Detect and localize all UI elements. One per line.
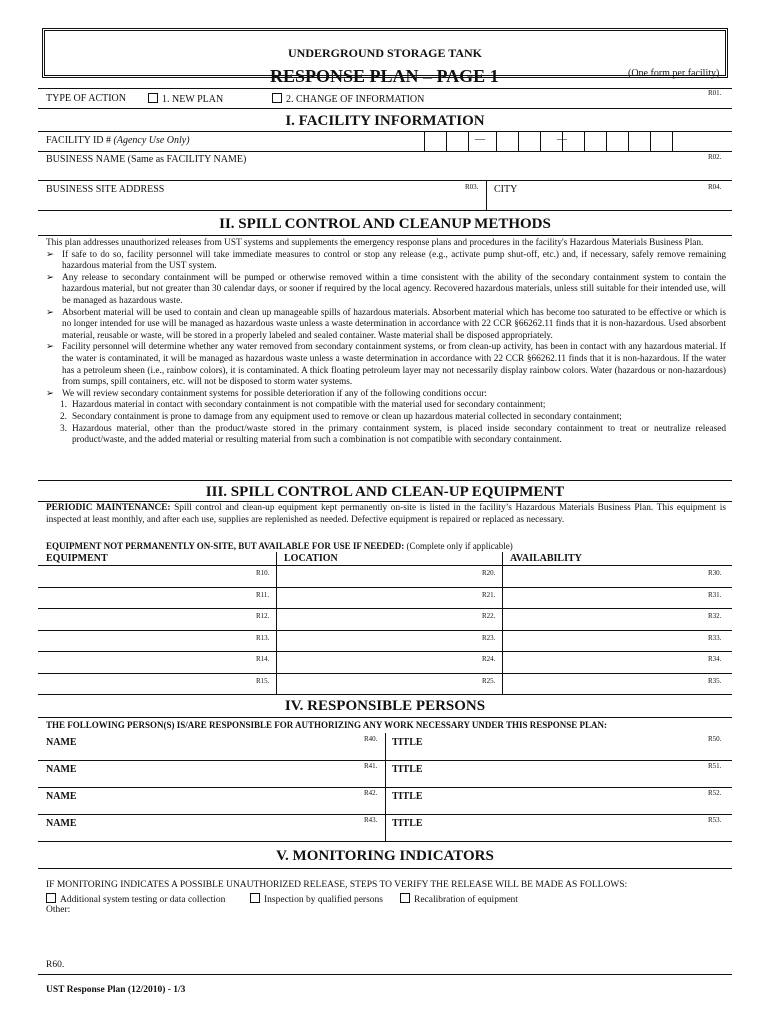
arrow-bullet-icon: ➢	[46, 249, 54, 260]
change-info-label: 2. CHANGE OF INFORMATION	[286, 94, 425, 105]
field-code: R24.	[482, 655, 496, 663]
divider	[38, 88, 732, 89]
section-1-title: I. FACILITY INFORMATION	[285, 113, 485, 129]
section-2-title: II. SPILL CONTROL AND CLEANUP METHODS	[219, 216, 551, 232]
new-plan-label: 1. NEW PLAN	[162, 94, 224, 105]
footer-text: UST Response Plan (12/2010) - 1/3	[46, 985, 186, 995]
table-row[interactable]	[38, 565, 732, 587]
field-code: R23.	[482, 633, 496, 642]
field-code: R12.	[256, 612, 270, 620]
field-code: R53.	[708, 816, 722, 824]
col-equipment: EQUIPMENT	[46, 553, 108, 564]
monitoring-intro: IF MONITORING INDICATES A POSSIBLE UNAUTHORIZED RELEASE, STEPS TO VERIFY THE RELEASE WILL BE MADE AS FOLLOWS:	[46, 880, 628, 890]
name-field[interactable]	[38, 787, 385, 814]
field-code: R14.	[256, 655, 270, 663]
facility-id-note: (Agency Use Only)	[113, 135, 190, 146]
new-plan-checkbox[interactable]	[148, 93, 158, 103]
additional-testing-checkbox[interactable]	[46, 893, 56, 903]
numbered-item: 1. Hazardous material in contact with secondary containment is not compatible with the material used for secondary containment;	[60, 400, 546, 411]
section-5-title: V. MONITORING INDICATORS	[276, 848, 494, 864]
section-2-text	[46, 238, 726, 447]
section-2-intro: This plan addresses unauthorized releases from UST systems and supplements the emergency response plans and procedures in the facility's Hazardous Materials Business Plan.	[46, 238, 704, 248]
divider	[38, 108, 732, 109]
recalibration-checkbox[interactable]	[400, 893, 410, 903]
field-code: R40.	[364, 735, 378, 743]
site-address-field[interactable]	[38, 180, 486, 210]
divider	[38, 210, 732, 211]
name-field[interactable]	[38, 760, 385, 787]
facility-id-label: FACILITY ID # (Agency Use Only)	[46, 135, 190, 146]
name-label: NAME	[46, 737, 77, 748]
name-label: NAME	[46, 764, 77, 775]
new-plan-option[interactable]	[148, 93, 223, 105]
field-code: R50.	[708, 735, 722, 743]
field-code-r02: R02.	[708, 153, 722, 161]
section-3-title: III. SPILL CONTROL AND CLEAN-UP EQUIPMENT	[205, 484, 565, 500]
field-code-r60: R60.	[46, 960, 65, 970]
city-field[interactable]	[487, 180, 732, 210]
divider	[38, 480, 732, 481]
list-item: ➢ Absorbent material will be used to contain and clean up manageable spills of hazardous materials. Absorbent material which has become too saturated to be effective or which is no longer intended for use will be managed as hazardous waste unless a waste determination in accordance with 22 CCR §66262.11 finds that it is non-hazardous. Used absorbent material, reusable or waste, will be stored in a properly labeled and sealed container. Waste material shall be disposed appropriately.	[46, 307, 726, 341]
field-code: R25.	[482, 676, 496, 685]
field-code: R32.	[708, 612, 722, 620]
field-code: R34.	[708, 655, 722, 663]
facility-id-box[interactable]	[606, 131, 629, 151]
name-label: NAME	[46, 818, 77, 829]
field-code-r03: R03.	[465, 183, 479, 191]
inspection-option[interactable]: Inspection by qualified persons	[250, 893, 383, 905]
title-field[interactable]	[386, 814, 732, 841]
facility-id-box[interactable]	[672, 131, 695, 151]
facility-id-box[interactable]	[496, 131, 519, 151]
field-code: R31.	[708, 590, 722, 599]
field-code-r01: R01.	[708, 89, 722, 97]
field-code: R52.	[708, 789, 722, 797]
list-item: ➢ If safe to do so, facility personnel will take immediate measures to control or stop any release (e.g., activate pump shut-off, etc.) and, if necessary, safely remove remaining hazardous material from the UST system.	[46, 249, 726, 272]
field-code-r04: R04.	[708, 183, 722, 191]
form-title-line1: UNDERGROUND STORAGE TANK	[287, 46, 483, 60]
business-name-field[interactable]	[38, 151, 732, 180]
table-row[interactable]	[38, 630, 732, 652]
facility-id-box[interactable]	[446, 131, 469, 151]
table-row[interactable]	[38, 651, 732, 673]
section-4-title: IV. RESPONSIBLE PERSONS	[284, 698, 486, 714]
name-label: NAME	[46, 791, 77, 802]
site-address-label: BUSINESS SITE ADDRESS	[46, 184, 165, 195]
field-code: R35.	[708, 676, 722, 685]
divider	[38, 694, 732, 695]
change-info-option[interactable]	[272, 93, 424, 105]
arrow-bullet-icon: ➢	[46, 307, 54, 318]
field-code: R42.	[364, 789, 378, 797]
title-label: TITLE	[392, 764, 423, 775]
field-code: R43.	[364, 816, 378, 824]
form-title-line2: RESPONSE PLAN – PAGE 1	[270, 66, 499, 86]
field-code: R10.	[256, 569, 270, 577]
field-code: R15.	[256, 676, 270, 685]
field-code: R22.	[482, 612, 496, 620]
field-code: R51.	[708, 762, 722, 770]
city-label: CITY	[494, 184, 518, 195]
responsible-intro: THE FOLLOWING PERSON(S) IS/ARE RESPONSIBLE FOR AUTHORIZING ANY WORK NECESSARY UNDER THIS RESPONSE PLAN:	[46, 720, 608, 730]
id-dash: —	[475, 134, 485, 145]
name-field[interactable]	[38, 733, 385, 760]
periodic-maintenance-label: PERIODIC MAINTENANCE:	[46, 503, 171, 513]
arrow-bullet-icon: ➢	[46, 388, 54, 399]
table-row[interactable]	[38, 587, 732, 609]
list-item: ➢ Facility personnel will determine whether any water removed from secondary containment systems, or from clean-up activity, has been in contact with any hazardous material. If the water is contaminated, it will be managed as hazardous waste unless a waste determination in accordance with 22 CCR §66262.11 finds that it is non-hazardous. If the water has a petroleum sheen (i.e., rainbow colors), it is contaminated. A thick floating petroleum layer may not necessarily display rainbow colors. Water (hazardous or non-hazardous) from sumps, spill containers, etc. will not be disposed to storm water systems.	[46, 342, 726, 388]
list-item: ➢ Any release to secondary containment will be pumped or otherwise removed within a time consistent with the ability of the secondary containment system to contain the hazardous material, but not greater than 30 calendar days, or sooner if required by the local agency. Recovered hazardous materials, unless still suitable for their intended use, will be managed as hazardous waste.	[46, 272, 726, 306]
change-info-checkbox[interactable]	[272, 93, 282, 103]
facility-id-box[interactable]	[424, 131, 447, 151]
list-item: ➢ We will review secondary containment systems for possible deterioration if any of the following conditions occur:	[46, 388, 487, 399]
field-code: R11.	[256, 590, 270, 599]
divider	[38, 868, 732, 869]
col-location: LOCATION	[284, 553, 338, 564]
name-field[interactable]	[38, 814, 385, 841]
col-availability: AVAILABILITY	[510, 553, 582, 564]
id-dash: —	[557, 134, 567, 145]
divider	[38, 235, 732, 236]
divider	[38, 717, 732, 718]
divider	[38, 501, 732, 502]
field-code: R21.	[482, 590, 496, 599]
title-label: TITLE	[392, 818, 423, 829]
type-of-action-label: TYPE OF ACTION	[46, 93, 127, 104]
field-code: R30.	[708, 569, 722, 577]
one-form-note: (One form per facility)	[628, 68, 720, 79]
divider	[38, 974, 732, 975]
field-code: R33.	[708, 633, 722, 642]
arrow-bullet-icon: ➢	[46, 342, 54, 353]
field-code: R20.	[482, 569, 496, 577]
table-row[interactable]	[38, 673, 732, 695]
title-field[interactable]	[386, 733, 732, 760]
field-code: R13.	[256, 633, 270, 642]
numbered-item: 2. Secondary containment is prone to damage from any equipment used to remove or clean up hazardous material collected in secondary containment;	[60, 411, 622, 422]
recalibration-option[interactable]: Recalibration of equipment	[400, 893, 518, 905]
facility-id-box[interactable]	[518, 131, 541, 151]
arrow-bullet-icon: ➢	[46, 272, 54, 283]
facility-id-box[interactable]	[628, 131, 651, 151]
business-name-label: BUSINESS NAME (Same as FACILITY NAME)	[46, 154, 247, 165]
other-field[interactable]	[38, 903, 732, 973]
field-code: R41.	[364, 762, 378, 770]
facility-id-box[interactable]	[584, 131, 607, 151]
table-row[interactable]	[38, 608, 732, 630]
inspection-checkbox[interactable]	[250, 893, 260, 903]
not-permanent-heading: EQUIPMENT NOT PERMANENTLY ON-SITE, BUT AVAILABLE FOR USE IF NEEDED: (Complete only if applicable)	[46, 541, 513, 551]
periodic-maintenance-text: PERIODIC MAINTENANCE: Spill control and clean-up equipment kept permanently on-site is listed in the facility’s Hazardous Materials Business Plan. This equipment is inspected at least monthly, and after each use, supplies are replenished as needed. Defective equipment is repaired or replaced as necessary.	[46, 503, 726, 525]
additional-testing-option[interactable]: Additional system testing or data collection	[46, 893, 225, 905]
title-field[interactable]	[386, 787, 732, 814]
facility-id-box[interactable]	[650, 131, 673, 151]
numbered-item: 3. Hazardous material, other than the product/waste stored in the primary containment system, is placed inside secondary containment to treat or neutralize released product/waste, and the added material or resulting material from such a combination is not compatible with secondary containment.	[60, 423, 726, 446]
divider	[38, 841, 732, 842]
other-label: Other:	[46, 905, 71, 915]
title-label: TITLE	[392, 737, 423, 748]
title-label: TITLE	[392, 791, 423, 802]
title-field[interactable]	[386, 760, 732, 787]
